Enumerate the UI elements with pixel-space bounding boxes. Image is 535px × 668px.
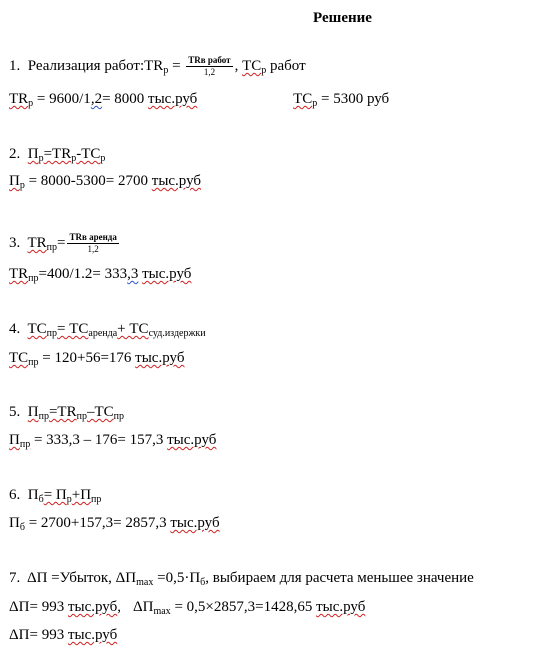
step-4-calculation xyxy=(9,349,184,367)
subscript: б xyxy=(200,577,206,588)
subscript: пр xyxy=(28,273,39,284)
subscript: пр xyxy=(46,241,58,253)
text: ,3 xyxy=(127,266,139,282)
text: TR xyxy=(9,91,29,107)
subscript: р xyxy=(163,64,169,76)
step-2-formula xyxy=(9,145,105,163)
tr-term xyxy=(9,266,39,282)
label: Реализация работ:TR xyxy=(27,57,164,74)
text: TR xyxy=(27,234,47,251)
step-number: 6. xyxy=(9,487,21,503)
step-1-formula xyxy=(9,55,306,78)
tr-term xyxy=(27,235,57,251)
formula xyxy=(49,404,124,420)
text: , выбираем для расчета меньшее значение xyxy=(205,570,474,586)
text: = xyxy=(57,234,66,251)
subscript: р xyxy=(38,153,44,164)
fraction xyxy=(186,55,232,78)
text: ΔП= 993 xyxy=(9,627,68,643)
text: П xyxy=(27,487,39,503)
text: = 8000-5300= 2700 xyxy=(24,173,152,189)
subscript: б xyxy=(19,522,25,533)
formula xyxy=(57,321,206,337)
text: П xyxy=(9,432,20,448)
subscript: пр xyxy=(91,494,102,505)
text: TC xyxy=(293,91,313,107)
text: +П xyxy=(71,487,92,503)
tc-term xyxy=(242,58,266,74)
step-number: 2. xyxy=(9,146,21,162)
unit: тыс.руб xyxy=(67,627,118,643)
step-number: 5. xyxy=(9,404,21,420)
text: = 333,3 – 176= 157,3 xyxy=(30,432,168,448)
p-term xyxy=(28,404,49,420)
text: работ xyxy=(266,57,306,74)
text: TC xyxy=(9,350,29,366)
step-7-result xyxy=(9,626,117,644)
fraction xyxy=(67,232,118,255)
subscript: пр xyxy=(46,328,58,339)
text: П xyxy=(27,146,39,162)
unit: тыс.руб xyxy=(67,599,118,615)
subscript: р xyxy=(66,494,72,505)
text: = 0,5×2857,3=1428,65 xyxy=(170,599,317,615)
step-5-calculation xyxy=(9,431,216,449)
text: = 8000 xyxy=(102,91,149,107)
text: , xyxy=(234,57,239,74)
text: ΔП xyxy=(132,599,154,615)
text: + TC xyxy=(117,321,149,337)
text: = 2700+157,3= 2857,3 xyxy=(24,515,171,531)
step-7-calculation xyxy=(9,598,365,616)
text: TC xyxy=(27,321,47,337)
subscript: р xyxy=(312,98,318,109)
page-title: Решение xyxy=(313,10,372,26)
text: = TC xyxy=(57,321,89,337)
step-3-calculation xyxy=(9,265,191,283)
unit: тыс.руб xyxy=(142,266,192,282)
subscript: пр xyxy=(19,439,31,450)
unit: тыс.руб xyxy=(151,173,202,189)
subscript: р xyxy=(100,153,106,164)
tc-term xyxy=(293,91,317,107)
fraction-numerator: TRв работ xyxy=(188,55,231,65)
step-6-calculation xyxy=(9,514,220,532)
subscript: пр xyxy=(113,411,124,422)
tc-term xyxy=(27,321,57,337)
step-number: 7. xyxy=(9,570,21,586)
step-7-formula xyxy=(9,569,474,587)
text: = 120+56=176 xyxy=(38,350,136,366)
fraction-denominator: 1,2 xyxy=(87,244,99,254)
subscript: р xyxy=(261,64,267,76)
unit: тыс.руб xyxy=(170,515,220,531)
text: П xyxy=(9,173,20,189)
step-number: 1. xyxy=(9,57,21,74)
text: =TR xyxy=(43,146,72,162)
text: = П xyxy=(43,487,67,503)
text: = 5300 руб xyxy=(317,91,390,107)
step-number: 4. xyxy=(9,321,21,337)
fraction-denominator: 1,2 xyxy=(203,67,216,77)
subscript: max xyxy=(136,577,154,588)
text: –TC xyxy=(86,404,114,420)
step-3-formula xyxy=(9,232,121,255)
subscript: пр xyxy=(38,411,49,422)
subscript: пр xyxy=(76,411,87,422)
step-5-formula xyxy=(9,403,124,421)
step-number: 3. xyxy=(9,234,21,251)
text: , xyxy=(117,599,121,615)
subscript: суд.издержки xyxy=(148,328,206,339)
text: П xyxy=(9,515,20,531)
fraction-numerator: TRв аренда xyxy=(69,232,117,242)
text: =TR xyxy=(48,404,77,420)
text: = xyxy=(168,57,185,74)
text: =0,5·П xyxy=(153,570,201,586)
p-term xyxy=(9,173,25,189)
subscript: р xyxy=(71,153,77,164)
text: ,2 xyxy=(90,91,103,107)
step-4-formula xyxy=(9,320,206,338)
step-1-calculation xyxy=(9,90,389,108)
unit: тыс.руб xyxy=(148,91,198,107)
text: TR xyxy=(9,266,29,282)
subscript: пр xyxy=(28,357,39,368)
formula xyxy=(44,146,106,162)
unit: тыс.руб xyxy=(316,599,366,615)
step-6-formula xyxy=(9,486,101,504)
subscript: б xyxy=(38,494,44,505)
tc-term xyxy=(9,350,39,366)
unit: тыс.руб xyxy=(167,432,217,448)
text: ΔП =Убыток, ΔП xyxy=(26,570,137,586)
text: -TC xyxy=(76,146,101,162)
subscript: max xyxy=(153,606,171,617)
text: = 9600/1 xyxy=(33,91,91,107)
subscript: р xyxy=(28,98,34,109)
subscript: р xyxy=(19,180,25,191)
step-2-calculation xyxy=(9,172,201,190)
subscript: аренда xyxy=(88,328,118,339)
text: =400/1.2= 333 xyxy=(38,266,128,282)
unit: тыс.руб xyxy=(135,350,185,366)
text: TC xyxy=(242,57,262,74)
text: ΔП= 993 xyxy=(9,599,68,615)
text: П xyxy=(27,404,39,420)
formula xyxy=(44,487,102,503)
p-term xyxy=(28,146,44,162)
tr-term xyxy=(9,91,33,107)
p-term xyxy=(9,432,30,448)
